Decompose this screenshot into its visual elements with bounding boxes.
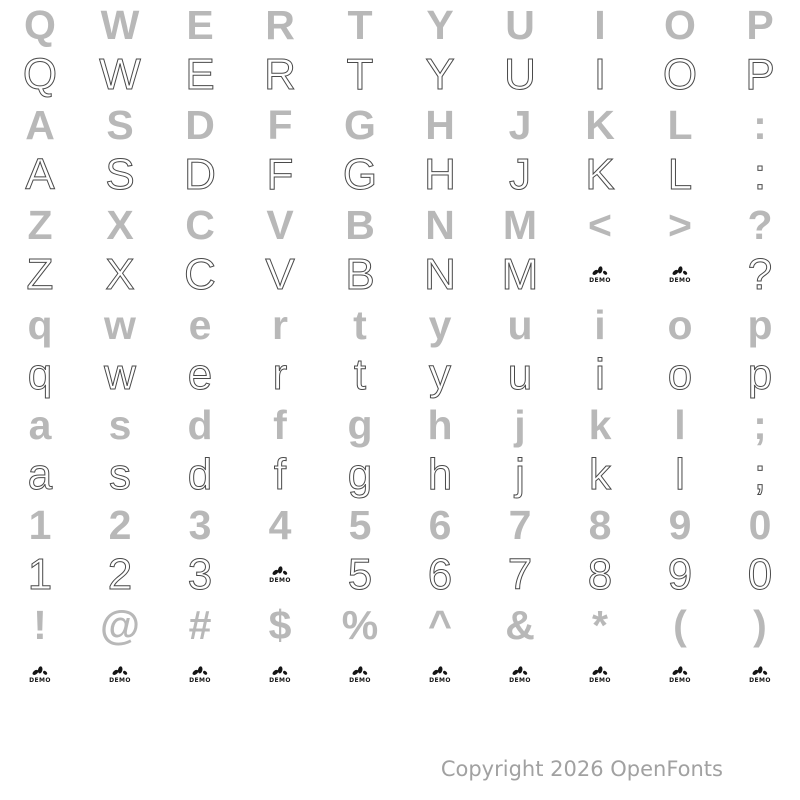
demo-icon-label: DEMO (349, 677, 371, 684)
glyph-demo-cell: g (347, 450, 373, 499)
glyph-demo-cell: ? (747, 250, 773, 299)
demo-leaf-icon (272, 666, 288, 677)
demo-leaf-icon (112, 666, 128, 677)
demo-leaf-icon (432, 666, 448, 677)
glyph-reference-cell: a (28, 402, 52, 448)
glyph-reference-cell: S (106, 102, 134, 148)
glyph-reference-cell: I (594, 2, 606, 48)
glyph-reference-cell: U (505, 2, 535, 48)
glyph-reference-cell: C (185, 202, 215, 248)
glyph-demo-cell: C (184, 250, 216, 299)
demo-icon-label: DEMO (429, 677, 451, 684)
glyph-demo-cell: w (104, 350, 136, 399)
glyph-demo-cell: r (272, 350, 288, 399)
demo-leaf-icon (32, 666, 48, 677)
glyph-reference-cell: < (588, 202, 612, 248)
glyph-reference-cell: 9 (668, 502, 692, 548)
glyph-demo-cell: E (185, 50, 215, 99)
glyph-demo-cell: 9 (667, 550, 693, 599)
demo-leaf-icon (752, 666, 768, 677)
glyph-row-4-demo (0, 150, 800, 200)
glyph-demo-cell: F (266, 150, 294, 199)
glyph-reference-cell: ( (673, 602, 687, 648)
glyph-demo-cell: d (187, 450, 213, 499)
glyph-reference-cell: P (746, 2, 774, 48)
glyph-demo-cell: s (109, 450, 131, 499)
glyph-demo-cell: a (27, 450, 53, 499)
glyph-reference-cell: 0 (748, 502, 772, 548)
glyph-reference-cell: h (427, 402, 453, 448)
glyph-demo-cell: K (585, 150, 615, 199)
glyph-row-14-demo (0, 650, 800, 700)
demo-placeholder-icon (320, 650, 400, 700)
glyph-reference-cell: M (502, 202, 538, 248)
glyph-demo-cell: 1 (27, 550, 53, 599)
glyph-row-1-reference (0, 0, 800, 50)
glyph-reference-cell: X (106, 202, 134, 248)
glyph-reference-cell: Z (27, 202, 53, 248)
glyph-reference-cell: 6 (428, 502, 452, 548)
glyph-row-11-reference (0, 500, 800, 550)
demo-icon-label: DEMO (589, 677, 611, 684)
glyph-reference-cell: & (505, 602, 535, 648)
glyph-demo-cell: h (427, 450, 453, 499)
glyph-demo-cell: O (662, 50, 698, 99)
glyph-demo-cell: H (424, 150, 456, 199)
glyph-reference-cell: ! (33, 602, 47, 648)
glyph-reference-cell: g (347, 402, 373, 448)
glyph-reference-cell: T (347, 2, 373, 48)
glyph-reference-cell: ^ (428, 602, 452, 648)
glyph-reference-cell: 8 (588, 502, 612, 548)
glyph-reference-cell: j (514, 402, 526, 448)
glyph-reference-cell: > (668, 202, 692, 248)
glyph-demo-cell: u (507, 350, 533, 399)
demo-placeholder-icon (560, 250, 640, 300)
glyph-demo-cell: X (105, 250, 135, 299)
demo-placeholder-icon (80, 650, 160, 700)
glyph-reference-cell: A (25, 102, 55, 148)
demo-icon-label: DEMO (509, 677, 531, 684)
glyph-demo-cell: Y (425, 50, 455, 99)
glyph-demo-cell: p (747, 350, 773, 399)
glyph-reference-cell: B (345, 202, 375, 248)
glyph-reference-cell: 3 (188, 502, 212, 548)
glyph-reference-cell: K (585, 102, 615, 148)
glyph-demo-cell: f (273, 450, 287, 499)
glyph-demo-cell: o (667, 350, 693, 399)
glyph-demo-cell: 7 (507, 550, 533, 599)
demo-placeholder-icon (720, 650, 800, 700)
glyph-reference-cell: 4 (268, 502, 292, 548)
glyph-reference-cell: @ (100, 602, 140, 648)
glyph-reference-cell: r (272, 302, 288, 348)
glyph-demo-cell: A (25, 150, 55, 199)
demo-icon-label: DEMO (669, 277, 691, 284)
glyph-row-12-demo (0, 550, 800, 600)
glyph-row-7-reference (0, 300, 800, 350)
glyph-reference-cell: : (753, 102, 767, 148)
glyph-reference-cell: 5 (348, 502, 372, 548)
glyph-reference-cell: f (273, 402, 287, 448)
demo-leaf-icon (192, 666, 208, 677)
glyph-demo-cell: i (595, 350, 605, 399)
glyph-demo-cell: G (342, 150, 378, 199)
glyph-row-13-reference (0, 600, 800, 650)
demo-placeholder-icon (640, 250, 720, 300)
glyph-demo-cell: D (184, 150, 216, 199)
demo-icon-label: DEMO (29, 677, 51, 684)
glyph-demo-cell: M (501, 250, 539, 299)
glyph-reference-cell: ; (753, 402, 767, 448)
glyph-demo-cell: R (264, 50, 296, 99)
glyph-demo-cell: W (99, 50, 141, 99)
glyph-reference-cell: J (508, 102, 532, 148)
glyph-demo-cell: L (667, 150, 693, 199)
glyph-reference-cell: 2 (108, 502, 132, 548)
glyph-demo-cell: : (753, 150, 767, 199)
glyph-row-9-reference (0, 400, 800, 450)
glyph-reference-cell: w (104, 302, 136, 348)
glyph-demo-cell: N (424, 250, 456, 299)
demo-leaf-icon (592, 266, 608, 277)
glyph-row-5-reference (0, 200, 800, 250)
glyph-reference-cell: q (27, 302, 53, 348)
demo-placeholder-icon (160, 650, 240, 700)
glyph-reference-cell: H (425, 102, 455, 148)
glyph-demo-cell: Q (22, 50, 58, 99)
glyph-demo-cell: e (187, 350, 213, 399)
glyph-demo-cell: 3 (187, 550, 213, 599)
glyph-reference-cell: % (341, 602, 379, 648)
glyph-reference-cell: s (108, 402, 132, 448)
demo-icon-label: DEMO (269, 577, 291, 584)
glyph-reference-cell: $ (268, 602, 292, 648)
glyph-reference-cell: G (344, 102, 376, 148)
glyph-reference-cell: d (187, 402, 213, 448)
glyph-reference-cell: p (747, 302, 773, 348)
demo-leaf-icon (592, 666, 608, 677)
glyph-reference-cell: N (425, 202, 455, 248)
demo-placeholder-icon (240, 650, 320, 700)
glyph-reference-cell: ? (747, 202, 773, 248)
glyph-row-3-reference (0, 100, 800, 150)
glyph-reference-cell: Y (426, 2, 454, 48)
glyph-demo-cell: t (353, 350, 367, 399)
glyph-row-10-demo (0, 450, 800, 500)
glyph-reference-cell: y (428, 302, 452, 348)
demo-icon-label: DEMO (189, 677, 211, 684)
glyph-demo-cell: Z (26, 250, 54, 299)
glyph-reference-cell: t (353, 302, 367, 348)
demo-placeholder-icon (480, 650, 560, 700)
glyph-demo-cell: 2 (107, 550, 133, 599)
demo-icon-label: DEMO (749, 677, 771, 684)
glyph-reference-cell: l (674, 402, 686, 448)
glyph-reference-cell: O (664, 2, 696, 48)
glyph-reference-cell: o (667, 302, 693, 348)
glyph-demo-cell: J (509, 150, 531, 199)
glyph-demo-cell: P (745, 50, 775, 99)
glyph-demo-cell: 6 (427, 550, 453, 599)
demo-placeholder-icon (400, 650, 480, 700)
glyph-reference-cell: i (594, 302, 606, 348)
glyph-demo-cell: I (593, 50, 607, 99)
glyph-demo-cell: y (429, 350, 451, 399)
glyph-reference-cell: E (186, 2, 214, 48)
demo-leaf-icon (272, 566, 288, 577)
demo-leaf-icon (352, 666, 368, 677)
glyph-demo-cell: l (675, 450, 685, 499)
demo-icon-label: DEMO (589, 277, 611, 284)
glyph-reference-cell: k (588, 402, 612, 448)
demo-placeholder-icon (0, 650, 80, 700)
demo-icon-label: DEMO (269, 677, 291, 684)
glyph-reference-cell: D (185, 102, 215, 148)
glyph-demo-cell: 5 (347, 550, 373, 599)
glyph-reference-cell: e (188, 302, 212, 348)
glyph-reference-cell: V (266, 202, 294, 248)
demo-leaf-icon (672, 666, 688, 677)
glyph-reference-cell: 1 (28, 502, 52, 548)
glyph-row-8-demo (0, 350, 800, 400)
glyph-row-6-demo (0, 250, 800, 300)
glyph-reference-cell: Q (24, 2, 56, 48)
glyph-reference-cell: F (267, 102, 293, 148)
glyph-row-2-demo (0, 50, 800, 100)
glyph-reference-cell: # (188, 602, 212, 648)
demo-icon-label: DEMO (109, 677, 131, 684)
demo-icon-label: DEMO (669, 677, 691, 684)
demo-leaf-icon (672, 266, 688, 277)
glyph-demo-cell: k (589, 450, 611, 499)
glyph-demo-cell: j (515, 450, 525, 499)
glyph-reference-cell: * (592, 602, 608, 648)
glyph-reference-cell: ) (753, 602, 767, 648)
glyph-demo-cell: S (105, 150, 135, 199)
glyph-reference-cell: L (667, 102, 693, 148)
glyph-demo-cell: q (27, 350, 53, 399)
copyright-text: Copyright 2026 OpenFonts (440, 757, 723, 781)
demo-leaf-icon (512, 666, 528, 677)
glyph-demo-cell: 8 (587, 550, 613, 599)
glyph-demo-cell: V (265, 250, 295, 299)
glyph-demo-cell: B (345, 250, 375, 299)
demo-placeholder-icon (240, 550, 320, 600)
glyph-reference-cell: R (265, 2, 295, 48)
glyph-reference-cell: u (507, 302, 533, 348)
glyph-reference-cell: W (100, 2, 140, 48)
glyph-reference-cell: 7 (508, 502, 532, 548)
demo-placeholder-icon (640, 650, 720, 700)
glyph-demo-cell: ; (753, 450, 767, 499)
glyph-demo-cell: T (346, 50, 374, 99)
demo-placeholder-icon (560, 650, 640, 700)
glyph-demo-cell: 0 (747, 550, 773, 599)
glyph-demo-cell: U (504, 50, 536, 99)
